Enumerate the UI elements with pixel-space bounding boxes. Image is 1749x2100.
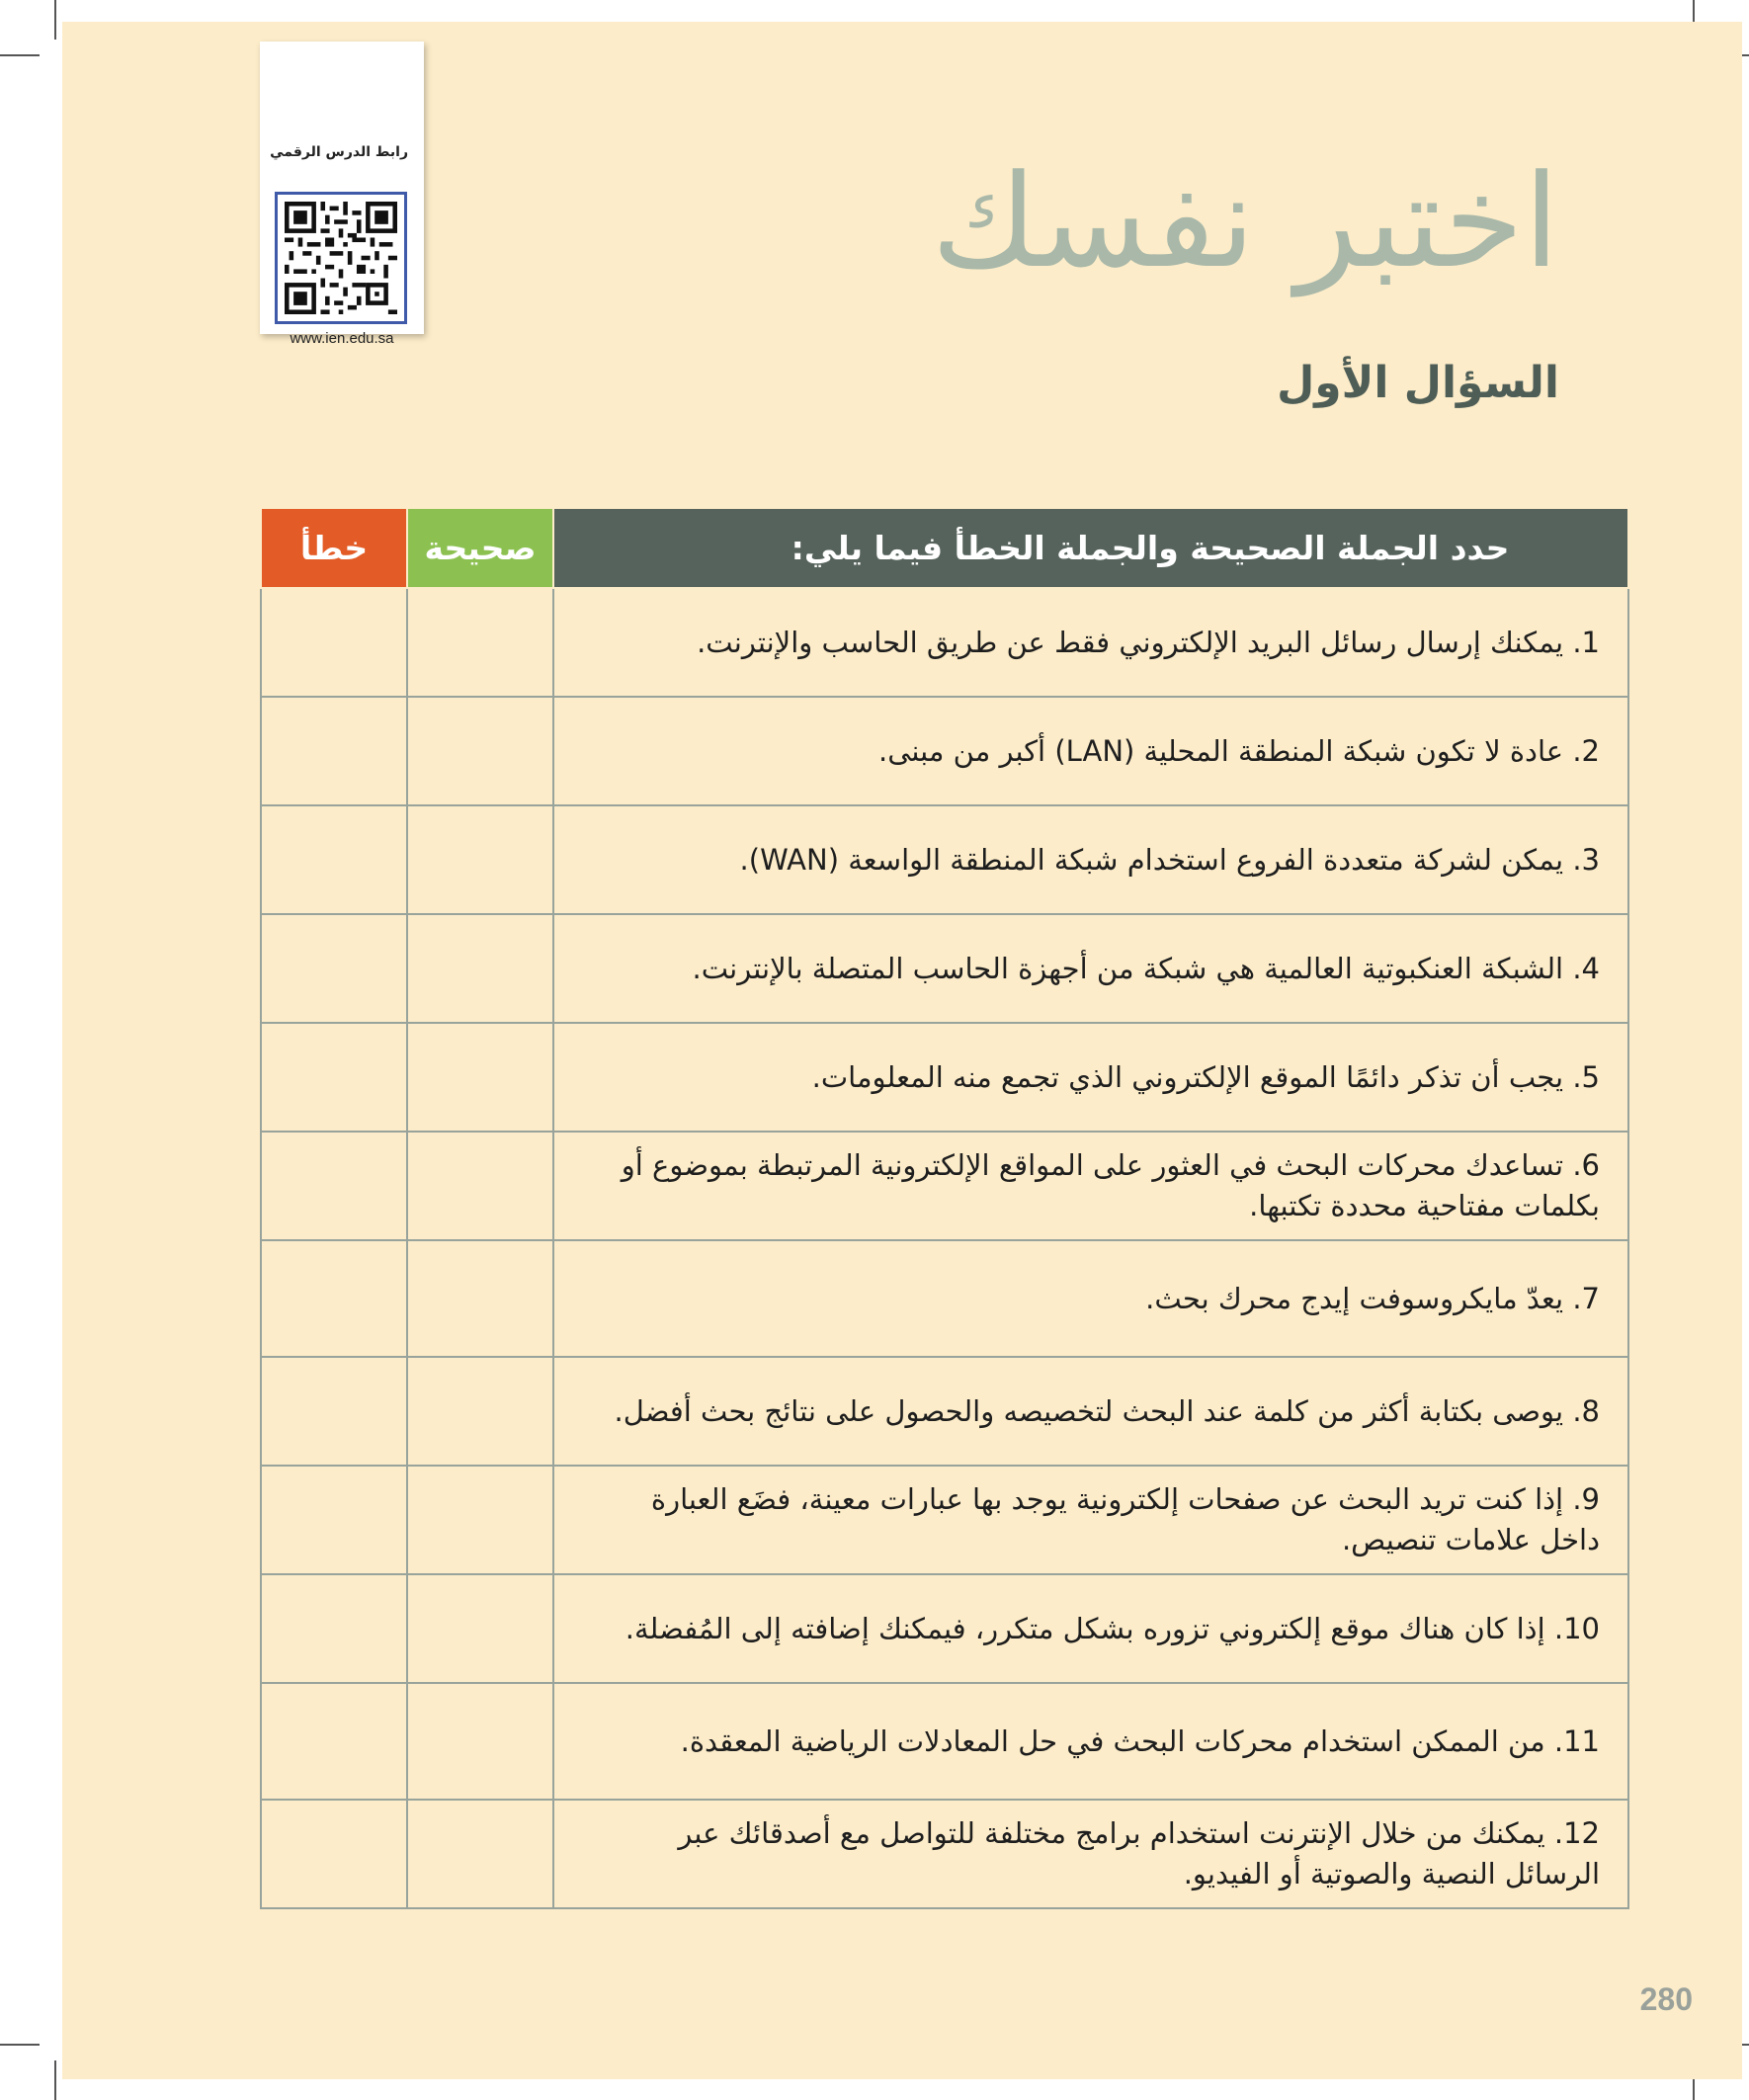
crop-mark	[0, 2044, 40, 2046]
qr-card[interactable]	[260, 42, 424, 347]
statement-cell: 3. يمكن لشركة متعددة الفروع استخدام شبكة المنطقة الواسعة (WAN).	[553, 805, 1628, 914]
table-row	[261, 1240, 1628, 1357]
true-answer-cell[interactable]	[407, 588, 553, 697]
false-answer-cell[interactable]	[261, 588, 407, 697]
true-false-table	[260, 507, 1629, 1909]
crop-mark	[54, 2060, 56, 2100]
table-row	[261, 914, 1628, 1023]
statement-cell: 7. يعدّ مايكروسوفت إيدج محرك بحث.	[553, 1240, 1628, 1357]
table-header	[261, 508, 1628, 588]
false-answer-cell[interactable]	[261, 1132, 407, 1240]
true-answer-cell[interactable]	[407, 1800, 553, 1908]
crop-mark	[54, 0, 56, 40]
true-answer-cell[interactable]	[407, 1574, 553, 1683]
table-row	[261, 697, 1628, 805]
statement-cell: 8. يوصى بكتابة أكثر من كلمة عند البحث لتخصيصه والحصول على نتائج بحث أفضل.	[553, 1357, 1628, 1466]
true-answer-cell[interactable]	[407, 1683, 553, 1800]
true-answer-cell[interactable]	[407, 805, 553, 914]
statement-cell: 12. يمكنك من خلال الإنترنت استخدام برامج مختلفة للتواصل مع أصدقائك عبر الرسائل النصية والصوتية أو الفيديو.	[553, 1800, 1628, 1908]
true-answer-cell[interactable]	[407, 1023, 553, 1132]
statement-cell: 11. من الممكن استخدام محركات البحث في حل المعادلات الرياضية المعقدة.	[553, 1683, 1628, 1800]
page-number: 280	[1639, 1981, 1693, 2017]
table-row	[261, 1800, 1628, 1908]
true-answer-cell[interactable]	[407, 1466, 553, 1574]
page-title: اختبر نفسك	[931, 146, 1559, 296]
true-answer-cell[interactable]	[407, 1132, 553, 1240]
false-answer-cell[interactable]	[261, 1466, 407, 1574]
page	[62, 22, 1742, 2079]
statement-cell: 9. إذا كنت تريد البحث عن صفحات إلكترونية يوجد بها عبارات معينة، فضَع العبارة داخل علامات تنصيص.	[553, 1466, 1628, 1574]
table-row	[261, 805, 1628, 914]
statement-cell: 4. الشبكة العنكبوتية العالمية هي شبكة من أجهزة الحاسب المتصلة بالإنترنت.	[553, 914, 1628, 1023]
statement-cell: 10. إذا كان هناك موقع إلكتروني تزوره بشكل متكرر، فيمكنك إضافته إلى المُفضلة.	[553, 1574, 1628, 1683]
false-header: خطأ	[261, 508, 407, 588]
statement-cell: 1. يمكنك إرسال رسائل البريد الإلكتروني فقط عن طريق الحاسب والإنترنت.	[553, 588, 1628, 697]
qr-url[interactable]: www.ien.edu.sa	[290, 330, 394, 347]
table-row	[261, 1466, 1628, 1574]
table-row	[261, 1023, 1628, 1132]
table-row	[261, 1683, 1628, 1800]
false-answer-cell[interactable]	[261, 805, 407, 914]
qr-code-icon	[285, 202, 397, 314]
qr-code[interactable]	[275, 192, 407, 324]
statement-cell: 2. عادة لا تكون شبكة المنطقة المحلية (LAN) أكبر من مبنى.	[553, 697, 1628, 805]
statement-cell: 6. تساعدك محركات البحث في العثور على المواقع الإلكترونية المرتبطة بموضوع أو بكلمات مفتاحية محددة تكتبها.	[553, 1132, 1628, 1240]
false-answer-cell[interactable]	[261, 914, 407, 1023]
table-row	[261, 1132, 1628, 1240]
true-answer-cell[interactable]	[407, 1240, 553, 1357]
true-answer-cell[interactable]	[407, 914, 553, 1023]
false-answer-cell[interactable]	[261, 1800, 407, 1908]
table-row	[261, 1574, 1628, 1683]
false-answer-cell[interactable]	[261, 1574, 407, 1683]
table-row	[261, 1357, 1628, 1466]
table-row	[261, 588, 1628, 697]
statement-cell: 5. يجب أن تذكر دائمًا الموقع الإلكتروني الذي تجمع منه المعلومات.	[553, 1023, 1628, 1132]
true-answer-cell[interactable]	[407, 697, 553, 805]
false-answer-cell[interactable]	[261, 697, 407, 805]
question-heading: السؤال الأول	[1277, 358, 1559, 408]
true-answer-cell[interactable]	[407, 1357, 553, 1466]
true-header: صحيحة	[407, 508, 553, 588]
statement-header: حدد الجملة الصحيحة والجملة الخطأ فيما يلي:	[553, 508, 1628, 588]
qr-label: رابط الدرس الرقمي	[270, 144, 408, 160]
false-answer-cell[interactable]	[261, 1240, 407, 1357]
false-answer-cell[interactable]	[261, 1357, 407, 1466]
false-answer-cell[interactable]	[261, 1683, 407, 1800]
crop-mark	[0, 54, 40, 56]
false-answer-cell[interactable]	[261, 1023, 407, 1132]
